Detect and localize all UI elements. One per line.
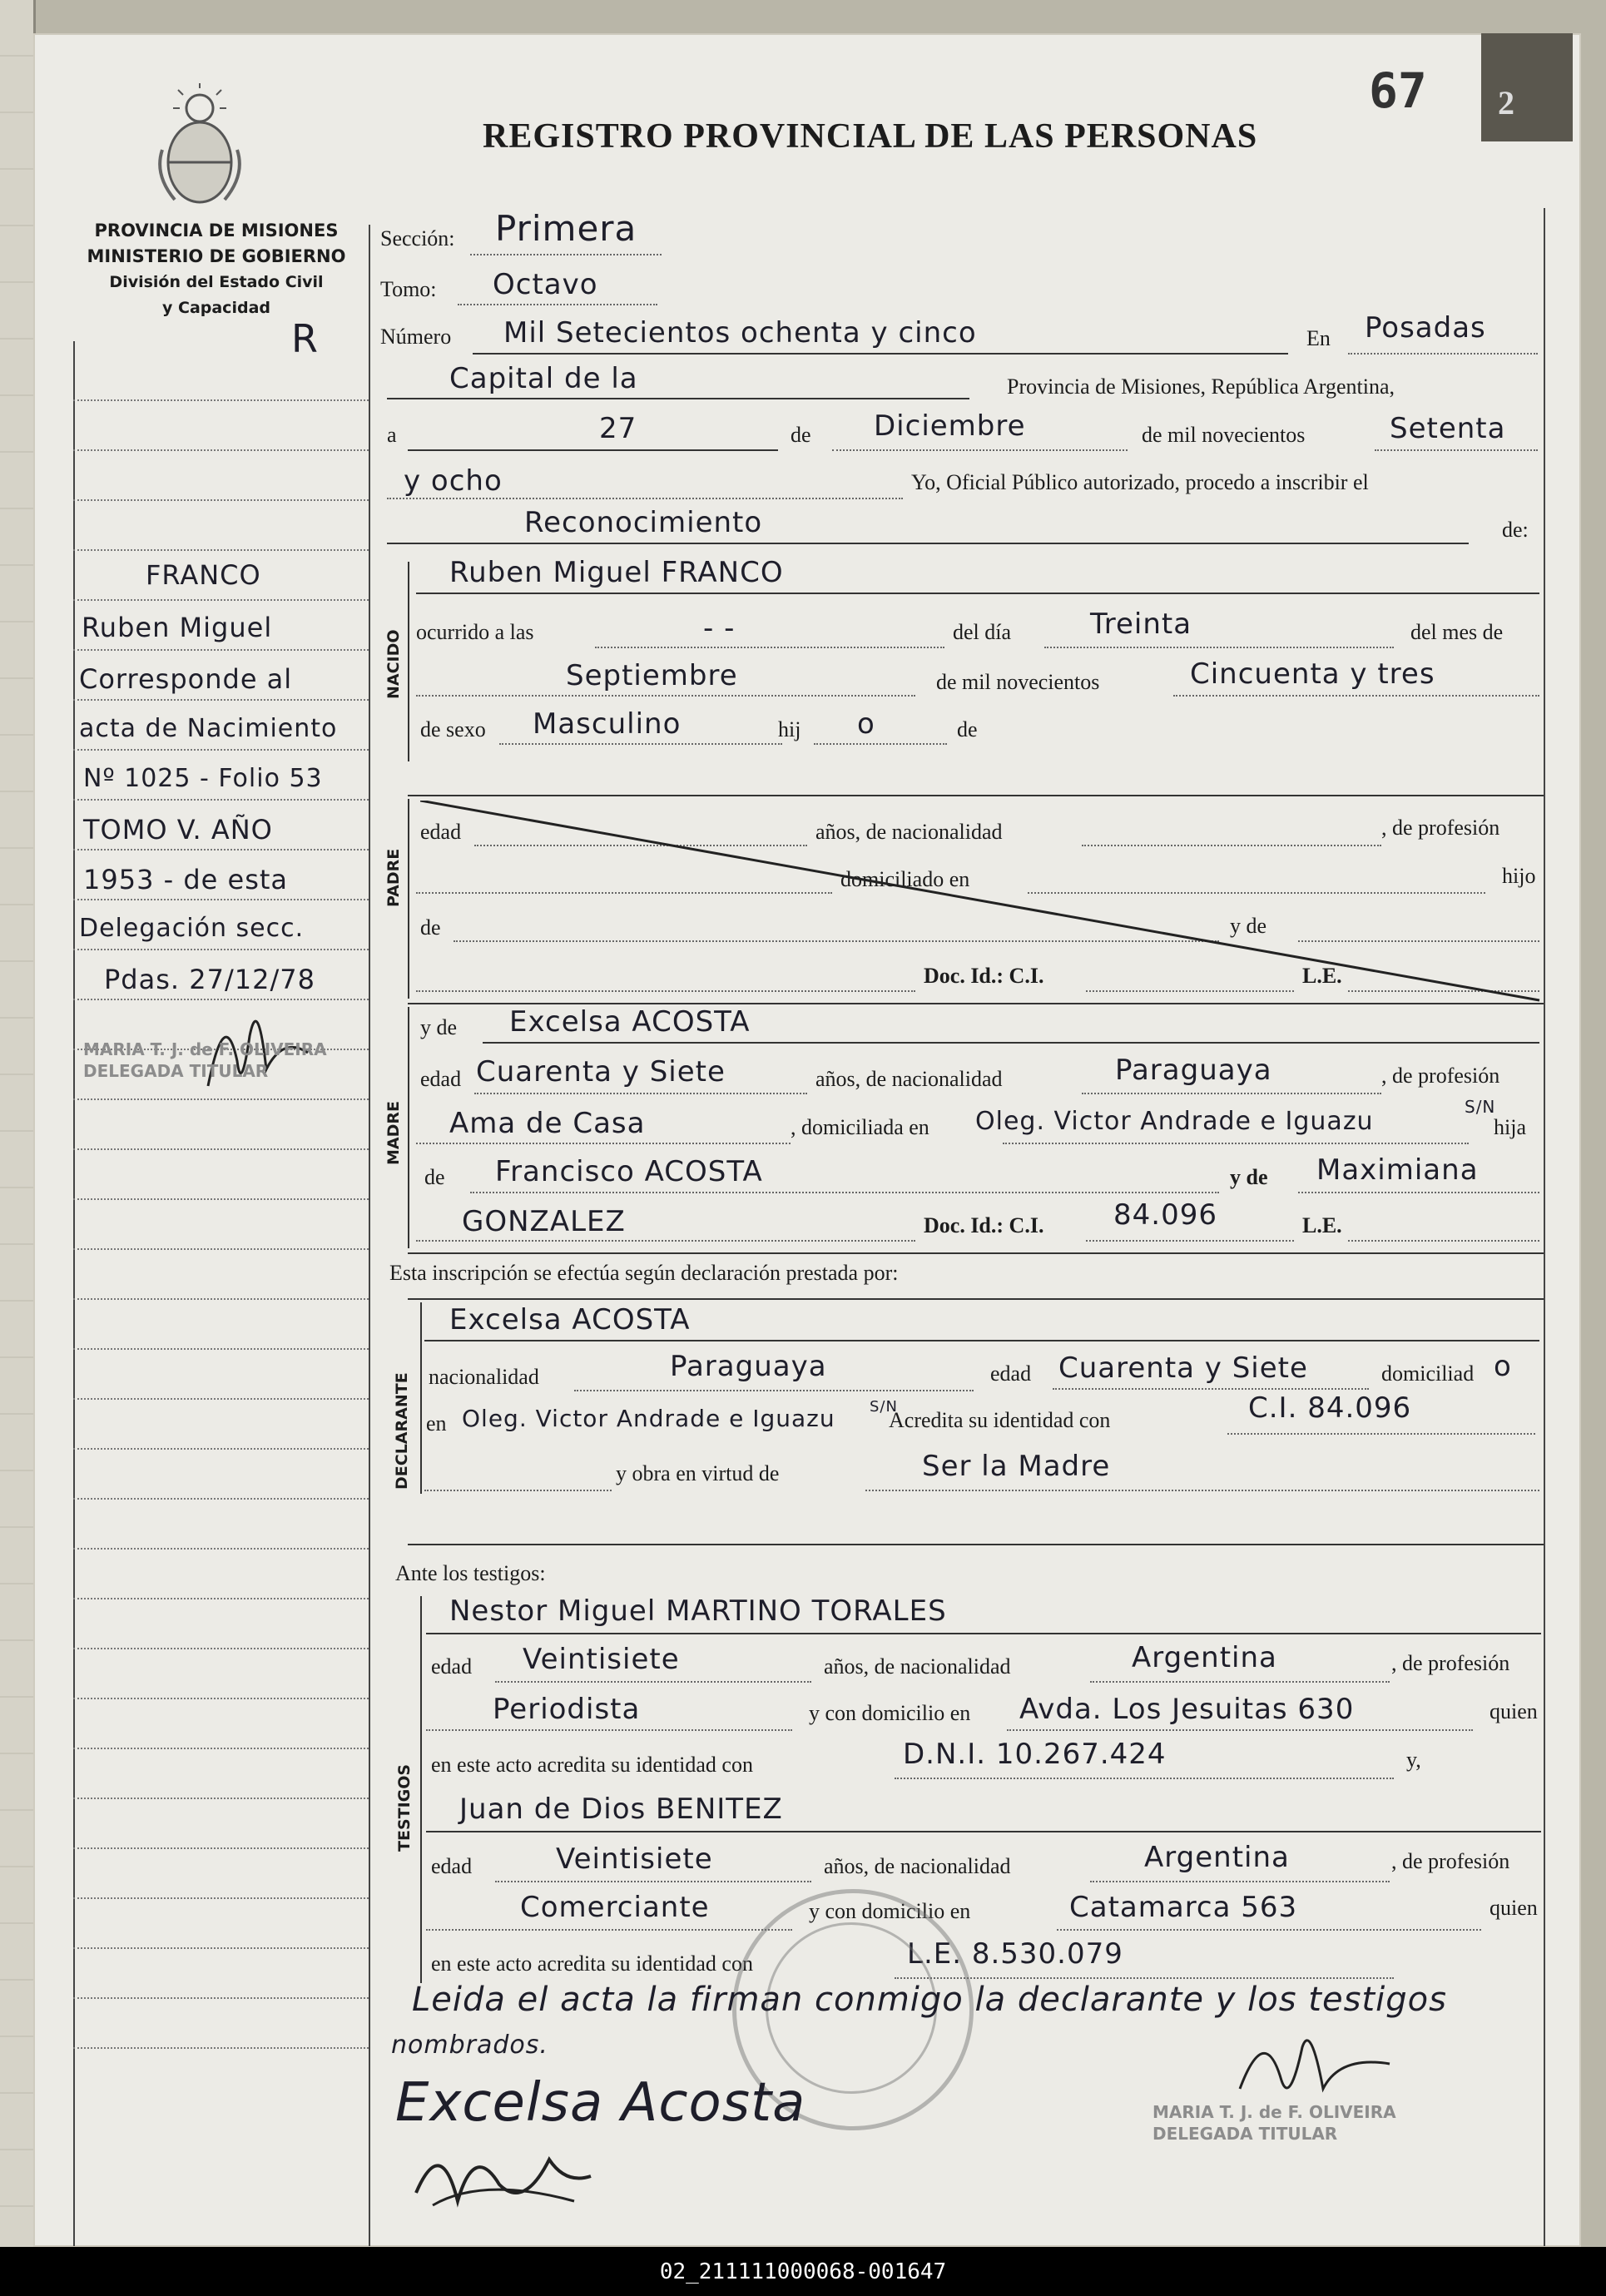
margin-rule [73,1598,369,1599]
ocurrido-label: ocurrido a las [416,620,534,644]
seccion-value: Primera [495,208,637,249]
margin-rule [73,849,369,850]
declarante-nacionalidad-label: nacionalidad [429,1365,539,1389]
section-label-testigos: TESTIGOS [395,1763,414,1852]
declarante-domiciliado-suffix: o [1494,1350,1512,1383]
padre-edad-label: edad [420,820,462,844]
testigo-1-edad-label: edad [431,1654,473,1679]
margin-rule [73,1847,369,1849]
tomo-value: Octavo [493,268,598,301]
tomo-label: Tomo: [380,277,437,301]
testigo-2-quien-label: quien [1490,1896,1538,1920]
margin-rule [73,1448,369,1450]
declarante-virtud: Ser la Madre [922,1450,1111,1483]
testigo-2-acredita-label: en este acto acredita su identidad con [431,1951,753,1976]
declarante-domiciliado-label: domiciliad [1381,1361,1475,1386]
margin-rule [73,1248,369,1250]
mes-nacimiento: Septiembre [566,659,738,692]
scan-footer: 02_211111000068-001647 [0,2247,1606,2296]
dia-nacimiento: Treinta [1090,607,1192,641]
testigo-2-edad: Veintisiete [556,1842,713,1876]
madre-le-label: L.E. [1302,1213,1342,1237]
testigo-1-quien-label: quien [1490,1699,1538,1723]
declarante-acredita-label: Acredita su identidad con [889,1408,1111,1432]
margin-note-line: FRANCO [146,559,261,591]
testigo-2-nombre: Juan de Dios BENITEZ [459,1793,783,1826]
margin-rule [73,649,369,651]
madre-profesion: Ama de Casa [449,1107,646,1140]
declarante-edad: Cuarenta y Siete [1058,1351,1308,1385]
official-stamp-right: MARIA T. J. de F. OLIVEIRA DELEGADA TITULAR [1152,2102,1396,2144]
numero-value: Mil Setecientos ochenta y cinco [503,316,977,350]
padre-le-label: L.E. [1302,964,1342,988]
testigo-1-nacionalidad: Argentina [1132,1641,1277,1674]
madre-madre-nombre-2: GONZALEZ [462,1205,626,1238]
madre-padre-nombre: Francisco ACOSTA [495,1155,763,1188]
margin-note-line: TOMO V. AÑO [83,814,273,846]
hijo-label: hij [778,717,801,741]
testigo-1-anios-label: años, de nacionalidad [824,1654,1011,1679]
testigo-1-documento: D.N.I. 10.267.424 [903,1738,1167,1771]
declarante-intro: Esta inscripción se efectúa según declaración prestada por: [389,1261,899,1285]
declarante-edad-label: edad [990,1361,1032,1386]
testigo-1-domicilio: Avda. Los Jesuitas 630 [1019,1693,1355,1726]
declarante-documento: C.I. 84.096 [1248,1391,1412,1425]
margin-rule [73,949,369,950]
division-line-2: y Capacidad [162,299,270,317]
padre-y-de-label: y de [1230,914,1267,938]
del-mes-label: del mes de [1410,620,1504,644]
madre-domiciliada-label: , domiciliada en [791,1115,929,1139]
margin-rule [73,1548,369,1550]
binding-strip [0,0,36,2247]
oficial-label: Yo, Oficial Público autorizado, procedo a inscribir el [911,470,1369,494]
padre-profesion-label: , de profesión [1381,816,1500,840]
seccion-label: Sección: [380,226,455,250]
testigos-intro: Ante los testigos: [395,1561,546,1585]
testigo-2-domicilio-label: y con domicilio en [809,1899,971,1923]
madre-edad: Cuarenta y Siete [476,1055,726,1088]
margin-rule [73,1698,369,1699]
margin-rule [73,1148,369,1150]
margin-rule [73,1897,369,1899]
margin-rule [73,1198,369,1200]
anio-value-1: Setenta [1390,412,1506,445]
margin-note-line: Nº 1025 - Folio 53 [83,764,323,793]
provincia-label: Provincia de Misiones, República Argentina, [1007,374,1395,399]
madre-de-label: de [424,1165,445,1189]
corner-tab: 2 [1481,33,1573,141]
testigo-1-nombre: Nestor Miguel MARTINO TORALES [449,1594,947,1628]
hora-value: - - [703,612,736,645]
margin-rule [73,1798,369,1799]
margin-note-line: acta de Nacimiento [79,714,338,743]
right-frame-line [1544,208,1545,2246]
margin-note-line: 1953 - de esta [83,864,289,895]
margin-rule [73,1348,369,1350]
margin-note-line: Corresponde al [79,663,293,695]
madre-y-de-label: y de [420,1015,458,1039]
margin-rule [73,1298,369,1300]
testigo-2-edad-label: edad [431,1854,473,1878]
madre-domicilio: Oleg. Victor Andrade e Iguazu [975,1107,1374,1136]
margin-rule [73,1748,369,1749]
ministry-name: MINISTERIO DE GOBIERNO [87,246,346,266]
madre-anios-label: años, de nacionalidad [815,1067,1003,1091]
margin-mark: R [291,316,319,361]
section-label-padre: PADRE [384,848,403,907]
madre-domicilio-sn: S/N [1465,1097,1496,1117]
margin-rule [73,549,369,551]
testigo-1-acredita-label: en este acto acredita su identidad con [431,1753,753,1777]
nacido-de-label: de [957,717,978,741]
province-name: PROVINCIA DE MISIONES [94,221,339,241]
margin-rule [73,749,369,751]
padre-domiciliado-label: domiciliado en [840,867,970,891]
de-label: de [791,423,811,447]
madre-y-de-label-2: y de [1230,1165,1268,1189]
padre-anios-label: años, de nacionalidad [815,820,1003,844]
en-label: En [1306,326,1331,350]
testigo-2-nacionalidad: Argentina [1144,1841,1290,1874]
nacido-nombre: Ruben Miguel FRANCO [449,556,784,589]
a-label: a [387,423,397,447]
declarante-domicilio: Oleg. Victor Andrade e Iguazu [462,1405,835,1432]
testigo-y-label: y, [1406,1748,1421,1772]
testigo-1-profesion: Periodista [493,1693,641,1726]
padre-cross-out-line [420,801,1544,1005]
testigo-1-edad: Veintisiete [523,1643,680,1676]
testigo-2-profesion: Comerciante [520,1891,710,1924]
page-number: 67 [1369,62,1427,119]
margin-rule [73,1498,369,1500]
margin-note-line: Pdas. 27/12/78 [104,964,315,995]
madre-edad-label: edad [420,1067,462,1091]
margin-rule [73,2047,369,2049]
anio-nacimiento: Cincuenta y tres [1190,657,1435,691]
numero-label: Número [380,325,452,349]
madre-nacionalidad: Paraguaya [1115,1054,1272,1087]
madre-nombre: Excelsa ACOSTA [509,1005,751,1039]
officer-signature [1232,2014,1398,2105]
witness-signature [408,2126,607,2218]
margin-rule [73,1947,369,1949]
madre-hija-label: hija [1494,1115,1526,1139]
margin-rule [73,499,369,501]
testigo-1-profesion-label: , de profesión [1391,1651,1510,1675]
declarante-nombre: Excelsa ACOSTA [449,1303,691,1336]
padre-de-label: de [420,915,441,940]
madre-profesion-label: , de profesión [1381,1064,1500,1088]
acto-value: Reconocimiento [524,506,763,539]
hijo-value: o [857,707,875,741]
testigo-1-domicilio-label: y con domicilio en [809,1701,971,1725]
mil-nacimiento-label: de mil novecientos [936,670,1100,694]
del-dia-label: del día [953,620,1012,644]
dia-value: 27 [599,412,637,445]
padre-hijo-label: hijo [1502,864,1536,888]
margin-rule [73,449,369,451]
mes-value: Diciembre [874,409,1026,443]
declarante-domicilio-sn: S/N [870,1398,898,1416]
closing-text-2: nombrados. [391,2031,548,2060]
section-label-declarante: DECLARANTE [393,1372,411,1490]
testigo-2-anios-label: años, de nacionalidad [824,1854,1011,1878]
madre-madre-nombre-1: Maximiana [1316,1153,1479,1187]
ciudad-value: Capital de la [449,362,638,395]
section-label-nacido: NACIDO [384,629,403,699]
margin-rule [73,399,369,401]
madre-doc-label: Doc. Id.: C.I. [924,1213,1044,1237]
margin-rule [73,799,369,801]
registry-title: REGISTRO PROVINCIAL DE LAS PERSONAS [483,117,1258,156]
testigo-2-profesion-label: , de profesión [1391,1849,1510,1873]
section-label-madre: MADRE [384,1101,403,1165]
mil-label: de mil novecientos [1142,423,1306,447]
testigo-2-documento: L.E. 8.530.079 [907,1937,1123,1971]
declarante-en-label: en [426,1411,447,1436]
margin-rule [73,1997,369,1999]
anio-value-2: y ocho [404,464,503,498]
margin-rule [73,599,369,601]
sexo-value: Masculino [533,707,682,741]
margin-note-line: Delegación secc. [79,914,305,943]
margin-rule [73,1648,369,1649]
margin-rule [73,899,369,900]
declarante-nacionalidad: Paraguaya [670,1350,827,1383]
closing-text-1: Leida el acta la firman conmigo la declarante y los testigos [412,1981,1447,2019]
margin-note-line: Ruben Miguel [82,612,273,643]
margin-rule [73,1398,369,1400]
official-stamp-left: MARIA T. J. de F. OLIVEIRA DELEGADA TITULAR [83,1039,327,1081]
coat-of-arms-icon [150,83,250,208]
margin-divider [369,225,370,2246]
division-line-1: División del Estado Civil [109,273,324,291]
de-colon-label: de: [1502,518,1529,542]
margin-rule [73,699,369,701]
issuer-block [75,218,358,321]
testigo-2-domicilio: Catamarca 563 [1069,1891,1298,1924]
declarante-obra-label: y obra en virtud de [616,1461,780,1485]
sexo-label: de sexo [420,717,486,741]
declarante-signature: Excelsa Acosta [395,2072,806,2134]
madre-doc: 84.096 [1113,1198,1217,1232]
en-value: Posadas [1365,311,1486,345]
left-frame-line [73,341,75,2246]
padre-doc-label: Doc. Id.: C.I. [924,964,1044,988]
